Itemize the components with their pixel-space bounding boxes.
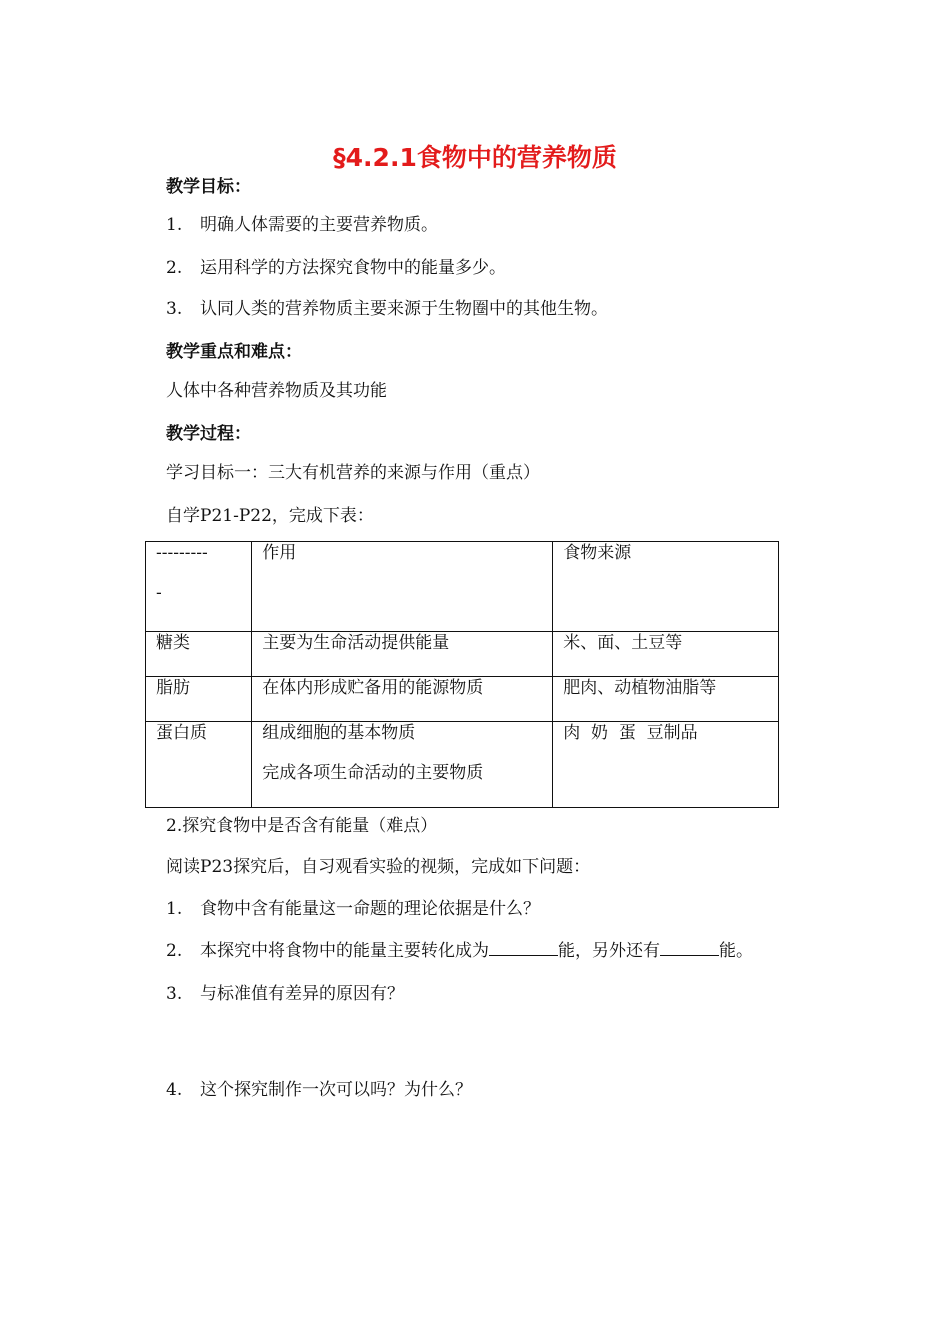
objective-item-3 <box>166 298 608 320</box>
answer-blank[interactable] <box>660 954 719 956</box>
answer-blank[interactable] <box>489 954 558 956</box>
question-4 <box>166 1079 472 1101</box>
nutrient-function: 主要为生命活动提供能量 <box>252 632 553 677</box>
nutrient-name: 脂肪 <box>146 677 252 722</box>
section2-intro: 阅读P23探究后，自习观看实验的视频，完成如下问题： <box>166 857 591 877</box>
question-2 <box>166 940 753 962</box>
header-dash-line: --------- <box>156 543 208 563</box>
table-row <box>146 632 779 677</box>
page-title: §4.2.1食物中的营养物质 <box>333 143 617 172</box>
objective-text: 明确人体需要的主要营养物质。 <box>200 215 438 235</box>
question-text: 本探究中将食物中的能量主要转化成为 <box>200 941 489 961</box>
nutrient-function: 在体内形成贮备用的能源物质 <box>252 677 553 722</box>
nutrient-source: 肥肉、动植物油脂等 <box>553 677 779 722</box>
learning-goal-1: 学习目标一：三大有机营养的来源与作用（重点） <box>166 463 540 483</box>
nutrient-table <box>145 541 779 808</box>
header-dash-line: - <box>156 583 162 603</box>
table-row <box>146 722 779 808</box>
process-heading: 教学过程： <box>166 424 251 444</box>
question-number: 2. <box>166 941 183 961</box>
question-text: 与标准值有差异的原因有？ <box>200 984 404 1004</box>
header-function: 作用 <box>262 543 297 563</box>
objective-item-1 <box>166 214 438 236</box>
section2-heading: 2.探究食物中是否含有能量（难点） <box>166 816 438 836</box>
nutrient-name: 糖类 <box>146 632 252 677</box>
question-number: 1. <box>166 899 183 919</box>
question-1 <box>166 898 540 920</box>
question-text: 这个探究制作一次可以吗？为什么？ <box>200 1080 472 1100</box>
objectives-heading: 教学目标： <box>166 177 251 197</box>
question-number: 4. <box>166 1080 183 1100</box>
table-header-cell <box>252 542 553 632</box>
question-3 <box>166 983 404 1005</box>
table-header-cell <box>146 542 252 632</box>
function-line: 完成各项生命活动的主要物质 <box>262 763 484 783</box>
question-text: 能。 <box>719 941 753 961</box>
table-row <box>146 677 779 722</box>
keypoints-text: 人体中各种营养物质及其功能 <box>166 381 387 401</box>
objective-text: 认同人类的营养物质主要来源于生物圈中的其他生物。 <box>200 299 608 319</box>
nutrient-name: 蛋白质 <box>146 722 252 808</box>
self-study-instruction: 自学P21-P22，完成下表： <box>166 506 374 526</box>
function-line: 组成细胞的基本物质 <box>262 723 416 743</box>
objective-number: 1. <box>166 215 183 235</box>
question-text: 能，另外还有 <box>558 941 660 961</box>
objective-item-2 <box>166 257 506 279</box>
objective-number: 2. <box>166 258 183 278</box>
nutrient-source: 肉 奶 蛋 豆制品 <box>553 722 779 808</box>
header-source: 食物来源 <box>563 543 632 563</box>
objective-text: 运用科学的方法探究食物中的能量多少。 <box>200 258 506 278</box>
objective-number: 3. <box>166 299 183 319</box>
question-number: 3. <box>166 984 183 1004</box>
nutrient-function <box>252 722 553 808</box>
nutrient-source: 米、面、土豆等 <box>553 632 779 677</box>
question-text: 食物中含有能量这一命题的理论依据是什么？ <box>200 899 540 919</box>
table-header-cell <box>553 542 779 632</box>
table-header-row <box>146 542 779 632</box>
keypoints-heading: 教学重点和难点： <box>166 342 302 362</box>
